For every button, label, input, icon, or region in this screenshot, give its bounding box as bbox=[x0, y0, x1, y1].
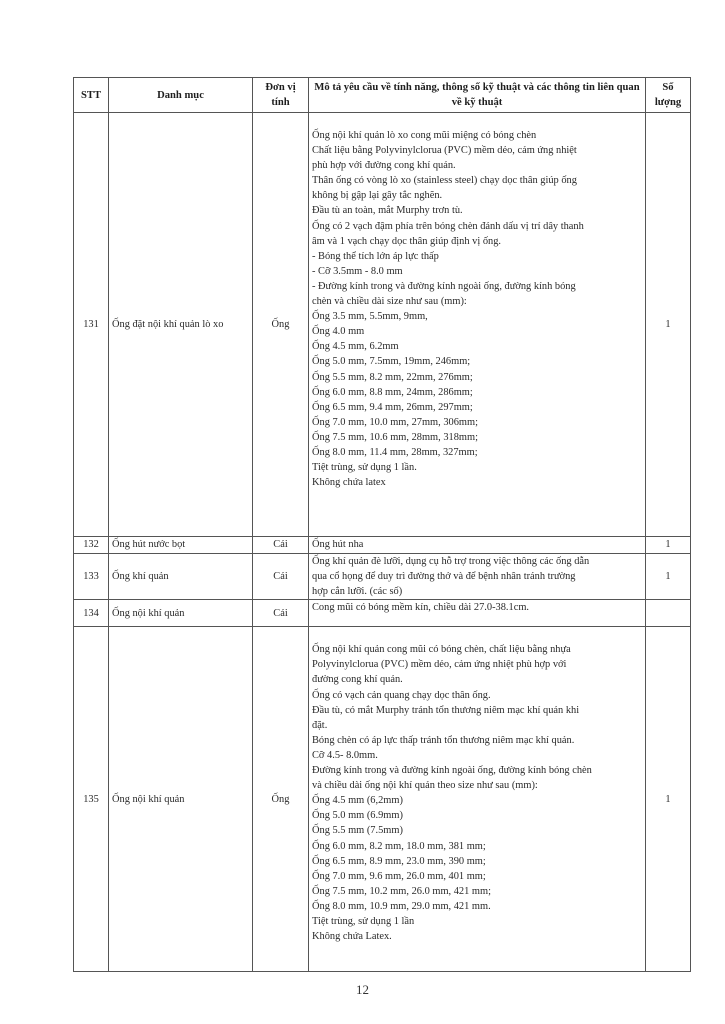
description-line: Chất liệu bằng Polyvinylclorua (PVC) mềm dẻo, cảm ứng nhiệt bbox=[312, 145, 577, 157]
description-line: Đầu tù, có mắt Murphy tránh tổn thương niêm mạc khí quản khi bbox=[312, 704, 580, 716]
page-number: 12 bbox=[356, 982, 369, 997]
description-line: Ống 7.0 mm, 9.6 mm, 26.0 mm, 401 mm; bbox=[312, 870, 486, 882]
description-line: đặt. bbox=[312, 719, 328, 731]
row-description bbox=[309, 113, 646, 537]
description-line: Ống 7.0 mm, 10.0 mm, 27mm, 306mm; bbox=[312, 416, 478, 428]
description-line: Ống 7.5 mm, 10.2 mm, 26.0 mm, 421 mm; bbox=[312, 885, 491, 897]
description-line: Ống 6.5 mm, 8.9 mm, 23.0 mm, 390 mm; bbox=[312, 855, 486, 867]
description-line: phù hợp với đường cong khí quản. bbox=[312, 160, 456, 172]
description-line: Ống khí quản đè lưỡi, dụng cụ hỗ trợ trong việc thông các ống dẫn bbox=[312, 556, 590, 567]
description-line: Ống 5.5 mm (7.5mm) bbox=[312, 825, 403, 837]
description-line: Ống 8.0 mm, 11.4 mm, 28mm, 327mm; bbox=[312, 446, 478, 458]
header-quantity: Số lượng bbox=[646, 78, 691, 113]
row-stt: 135 bbox=[74, 627, 109, 972]
row-unit: Cái bbox=[253, 600, 309, 627]
description-line: đường cong khí quản. bbox=[312, 674, 403, 686]
description-line: Không chứa latex bbox=[312, 477, 386, 489]
description-line: Cong mũi có bóng mềm kín, chiều dài 27.0-38.1cm. bbox=[312, 602, 530, 614]
row-category: Ống khí quản bbox=[109, 554, 253, 600]
table-row bbox=[74, 600, 691, 627]
description-line: Ống 4.5 mm, 6.2mm bbox=[312, 341, 399, 353]
description-line: Bóng chèn có áp lực thấp tránh tổn thương niêm mạc khí quản. bbox=[312, 734, 575, 746]
description-line: - Cỡ 3.5mm - 8.0 mm bbox=[312, 265, 403, 277]
table-body bbox=[74, 113, 691, 972]
description-line: Tiệt trùng, sử dụng 1 lần bbox=[312, 915, 415, 927]
table-row bbox=[74, 627, 691, 972]
header-category: Danh mục bbox=[109, 78, 253, 113]
description-line: Ống 5.0 mm, 7.5mm, 19mm, 246mm; bbox=[312, 356, 471, 368]
row-stt: 132 bbox=[74, 537, 109, 554]
description-line: Ống 5.5 mm, 8.2 mm, 22mm, 276mm; bbox=[312, 371, 473, 383]
description-line: Tiệt trùng, sử dụng 1 lần. bbox=[312, 462, 417, 474]
description-line: Ống 7.5 mm, 10.6 mm, 28mm, 318mm; bbox=[312, 431, 478, 443]
row-quantity: 1 bbox=[646, 554, 691, 600]
description-line: Thân ống có vòng lò xo (stainless steel) chạy dọc thân giúp ống bbox=[312, 175, 577, 187]
row-category: Ống nội khí quản bbox=[109, 627, 253, 972]
row-quantity: 1 bbox=[646, 537, 691, 554]
row-stt: 133 bbox=[74, 554, 109, 600]
description-line: Ống 6.5 mm, 9.4 mm, 26mm, 297mm; bbox=[312, 401, 473, 413]
description-line: Ống hút nha bbox=[312, 539, 364, 550]
row-category: Ống đặt nội khí quản lò xo bbox=[109, 113, 253, 537]
description-line: Ống nội khí quản cong mũi có bóng chèn, chất liệu bằng nhựa bbox=[312, 644, 571, 656]
description-line: âm và 1 vạch chạy dọc thân giúp định vị ống. bbox=[312, 235, 502, 247]
row-quantity bbox=[646, 600, 691, 627]
row-quantity: 1 bbox=[646, 113, 691, 537]
row-unit: Cái bbox=[253, 537, 309, 554]
row-stt: 131 bbox=[74, 113, 109, 537]
description-line: Ống 3.5 mm, 5.5mm, 9mm, bbox=[312, 311, 428, 323]
description-line: Không chứa Latex. bbox=[312, 931, 392, 943]
description-line: - Đường kính trong và đường kính ngoài ống, đường kính bóng bbox=[312, 280, 576, 292]
description-line: Ống 8.0 mm, 10.9 mm, 29.0 mm, 421 mm. bbox=[312, 900, 491, 912]
row-unit: Ống bbox=[253, 627, 309, 972]
table-row bbox=[74, 113, 691, 537]
header-stt: STT bbox=[74, 78, 109, 113]
table-row bbox=[74, 537, 691, 554]
row-description bbox=[309, 554, 646, 600]
description-line: Đường kính trong và đường kính ngoài ống, đường kính bóng chèn bbox=[312, 765, 592, 777]
specification-table bbox=[73, 77, 691, 972]
header-unit: Đơn vị tính bbox=[253, 78, 309, 113]
row-category: Ống nội khí quản bbox=[109, 600, 253, 627]
row-unit: Cái bbox=[253, 554, 309, 600]
row-quantity: 1 bbox=[646, 627, 691, 972]
description-line: hợp cắn lưỡi. (các số) bbox=[312, 586, 403, 598]
description-line: Ống 4.5 mm (6,2mm) bbox=[312, 795, 403, 807]
description-line: Ống 4.0 mm bbox=[312, 326, 365, 338]
header-description: Mô tả yêu cầu về tính năng, thông số kỹ thuật và các thông tin liên quan về kỹ thuật bbox=[309, 78, 646, 113]
row-unit: Ống bbox=[253, 113, 309, 537]
description-line: không bị gập lại gây tắc nghẽn. bbox=[312, 190, 443, 202]
description-spacer bbox=[312, 113, 642, 128]
table-row bbox=[74, 554, 691, 600]
description-line: Ống 5.0 mm (6.9mm) bbox=[312, 810, 403, 822]
description-line: Ống 6.0 mm, 8.2 mm, 18.0 mm, 381 mm; bbox=[312, 840, 486, 852]
description-line: Ống nội khí quản lò xo cong mũi miệng có bóng chèn bbox=[312, 130, 537, 141]
description-line: chèn và chiều dài size như sau (mm): bbox=[312, 296, 467, 308]
description-line: và chiều dài ống nội khí quản theo size như sau (mm): bbox=[312, 780, 538, 792]
description-line: Đầu tù an toàn, mắt Murphy trơn tù. bbox=[312, 205, 463, 217]
description-line: Ống có 2 vạch đậm phía trên bóng chèn đánh dấu vị trí dây thanh bbox=[312, 220, 584, 232]
description-line: - Bóng thể tích lớn áp lực thấp bbox=[312, 250, 439, 262]
table-header-row bbox=[74, 78, 691, 113]
row-description bbox=[309, 627, 646, 972]
description-line: Ống 6.0 mm, 8.8 mm, 24mm, 286mm; bbox=[312, 386, 473, 398]
row-stt: 134 bbox=[74, 600, 109, 627]
row-description bbox=[309, 537, 646, 554]
row-description bbox=[309, 600, 646, 627]
row-category: Ống hút nước bọt bbox=[109, 537, 253, 554]
description-line: Polyvinylclorua (PVC) mềm dẻo, cảm ứng nhiệt phù hợp với bbox=[312, 659, 567, 671]
description-line: Cỡ 4.5- 8.0mm. bbox=[312, 749, 378, 761]
description-line: Ống có vạch cản quang chạy dọc thân ống. bbox=[312, 689, 491, 701]
description-spacer bbox=[312, 627, 642, 642]
description-line: qua cổ họng để duy trì đường thở và để bệnh nhân tránh trường bbox=[312, 571, 576, 583]
